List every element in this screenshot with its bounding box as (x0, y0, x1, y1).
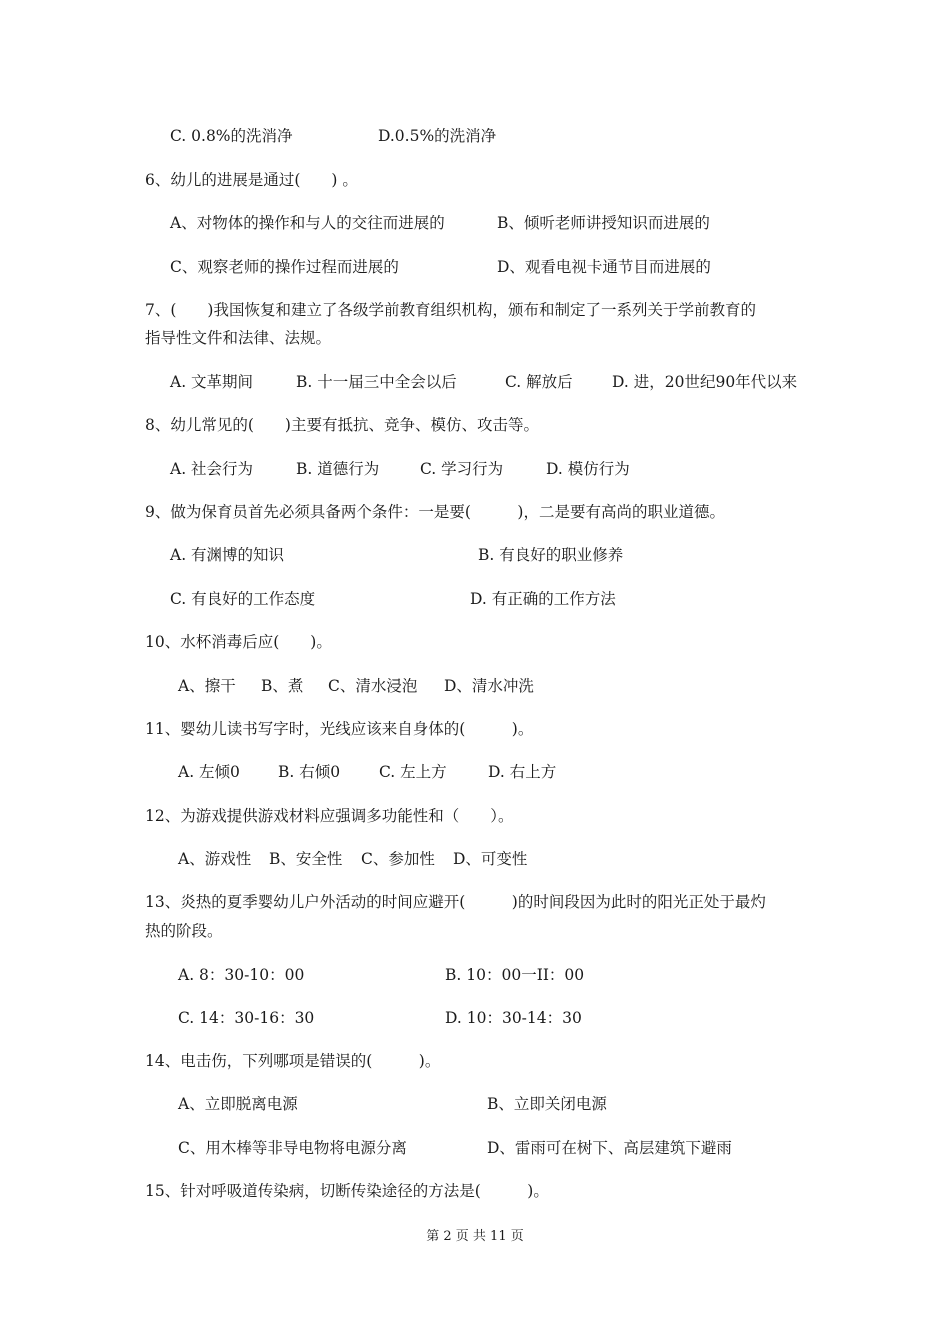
q12-stem: 12、为游戏提供游戏材料应强调多功能性和（ ）。 (145, 807, 514, 825)
q6-option-b: B、倾听老师讲授知识而进展的 (497, 214, 710, 232)
q5-option-c: C. 0.8%的洗消净 (170, 127, 293, 145)
q7-stem-line1: 7、( )我国恢复和建立了各级学前教育组织机构，颁布和制定了一系列关于学前教育的 (145, 301, 756, 319)
q13-option-b: B. 10：00一II：00 (445, 966, 585, 984)
q9-option-b: B. 有良好的职业修养 (478, 546, 624, 564)
q13-option-c: C. 14：30-16：30 (178, 1009, 315, 1027)
q12-option-a: A、游戏性 (178, 850, 252, 868)
q14-stem: 14、电击伤，下列哪项是错误的( )。 (145, 1052, 441, 1070)
q11-stem: 11、婴幼儿读书写字时，光线应该来自身体的( )。 (145, 720, 534, 738)
q10-option-d: D、清水冲洗 (444, 677, 534, 695)
q7-option-d: D. 进，20世纪90年代以来 (612, 373, 798, 391)
q10-stem: 10、水杯消毒后应( )。 (145, 633, 332, 651)
q9-stem: 9、做为保育员首先必须具备两个条件：一是要( )，二是要有高尚的职业道德。 (145, 503, 725, 521)
q14-option-b: B、立即关闭电源 (487, 1095, 607, 1113)
q13-stem-line1: 13、炎热的夏季婴幼儿户外活动的时间应避开( )的时间段因为此时的阳光正处于最灼 (145, 893, 766, 911)
q9-option-a: A. 有渊博的知识 (170, 546, 285, 564)
q13-option-a: A. 8：30-10：00 (178, 966, 305, 984)
q12-option-d: D、可变性 (453, 850, 528, 868)
q11-option-c: C. 左上方 (379, 763, 447, 781)
q8-option-b: B. 道德行为 (296, 460, 380, 478)
q13-stem-line2: 热的阶段。 (145, 922, 223, 940)
page-number-footer: 第 2 页 共 11 页 (426, 1229, 524, 1244)
q8-stem: 8、幼儿常见的( )主要有抵抗、竞争、模仿、攻击等。 (145, 416, 539, 434)
q7-option-a: A. 文革期间 (170, 373, 254, 391)
q6-option-d: D、观看电视卡通节目而进展的 (497, 258, 711, 276)
q8-option-c: C. 学习行为 (420, 460, 504, 478)
q6-stem: 6、幼儿的进展是通过( ) 。 (145, 171, 358, 189)
q8-option-a: A. 社会行为 (170, 460, 254, 478)
q13-option-d: D. 10：30-14：30 (445, 1009, 582, 1027)
q11-option-d: D. 右上方 (488, 763, 557, 781)
q10-option-a: A、擦干 (178, 677, 236, 695)
q7-option-c: C. 解放后 (505, 373, 573, 391)
q11-option-b: B. 右倾0 (278, 763, 341, 781)
q9-option-d: D. 有正确的工作方法 (470, 590, 616, 608)
q6-option-c: C、观察老师的操作过程而进展的 (170, 258, 399, 276)
q14-option-a: A、立即脱离电源 (178, 1095, 298, 1113)
q8-option-d: D. 模仿行为 (546, 460, 630, 478)
q12-option-c: C、参加性 (361, 850, 435, 868)
q7-option-b: B. 十一届三中全会以后 (296, 373, 457, 391)
q5-option-d: D.0.5%的洗消净 (378, 127, 497, 145)
q11-option-a: A. 左倾0 (178, 763, 240, 781)
q14-option-d: D、雷雨可在树下、高层建筑下避雨 (487, 1139, 732, 1157)
q15-stem: 15、针对呼吸道传染病，切断传染途径的方法是( )。 (145, 1182, 549, 1200)
q6-option-a: A、对物体的操作和与人的交往而进展的 (170, 214, 445, 232)
q12-option-b: B、安全性 (269, 850, 343, 868)
q10-option-c: C、清水浸泡 (328, 677, 418, 695)
q10-option-b: B、煮 (261, 677, 304, 695)
q9-option-c: C. 有良好的工作态度 (170, 590, 316, 608)
q7-stem-line2: 指导性文件和法律、法规。 (145, 329, 332, 347)
q14-option-c: C、用木棒等非导电物将电源分离 (178, 1139, 407, 1157)
